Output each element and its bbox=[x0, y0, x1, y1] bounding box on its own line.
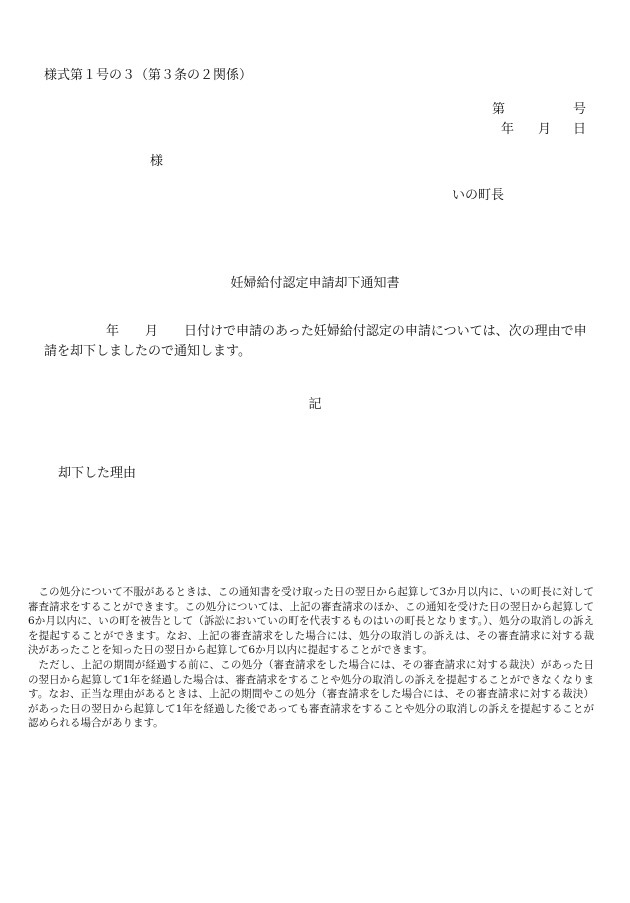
ki-heading: 記 bbox=[308, 397, 322, 412]
appeal-notice-paragraph-2: ただし、上記の期間が経過する前に、この処分（審査請求をした場合には、その審査請求に対する裁決）があった日の翌日から起算して1年を経過した場合は、審査請求をすることや処分の取消しの訴えを提起することができなくなります。なお、正当な理由があるときは、上記の期間やこの処分（審査請求をした場合には、その審査請求に対する裁決）があった日の翌日から起算して1年を経過した後であっても審査請求をすることや処分の取消しの訴えを提起することが認められる場合があります。 bbox=[28, 658, 594, 730]
document-number bbox=[492, 98, 586, 117]
document-number-prefix: 第 bbox=[491, 102, 505, 117]
document-number-suffix: 号 bbox=[572, 102, 586, 117]
document-title: 妊婦給付認定申請却下通知書 bbox=[230, 276, 400, 291]
issuer: いの町長 bbox=[452, 188, 505, 203]
document-date bbox=[501, 118, 586, 137]
date-day: 日 bbox=[572, 122, 586, 137]
body-year: 年 bbox=[106, 324, 120, 339]
addressee: 様 bbox=[150, 154, 164, 169]
body-main-text: 日付けで申請のあった妊婦給付認定の申請については、次の理由で申請を却下しましたので通知します。 bbox=[44, 324, 587, 359]
appeal-notice-paragraph-1: この処分について不服があるときは、この通知書を受け取った日の翌日から起算して3か月以内に、いの町長に対して審査請求をすることができます。この処分については、上記の審査請求のほか、この通知を受けた日の翌日から起算して6か月以内に、いの町を被告として（訴訟においていの町を代表するものはいの町長となります。）、処分の取消しの訴えを提起することができます。なお、上記の審査請求をした場合には、処分の取消しの訴えは、その審査請求に対する裁決があったことを知った日の翌日から起算して6か月以内に提起することができます。 bbox=[28, 586, 594, 657]
form-label: 様式第１号の３（第３条の２関係） bbox=[44, 68, 253, 83]
date-year: 年 bbox=[500, 122, 514, 137]
appeal-notice bbox=[28, 585, 594, 731]
body-text bbox=[44, 322, 590, 362]
body-month: 月 bbox=[145, 324, 159, 339]
reason-label: 却下した理由 bbox=[58, 466, 137, 481]
date-month: 月 bbox=[537, 122, 551, 137]
